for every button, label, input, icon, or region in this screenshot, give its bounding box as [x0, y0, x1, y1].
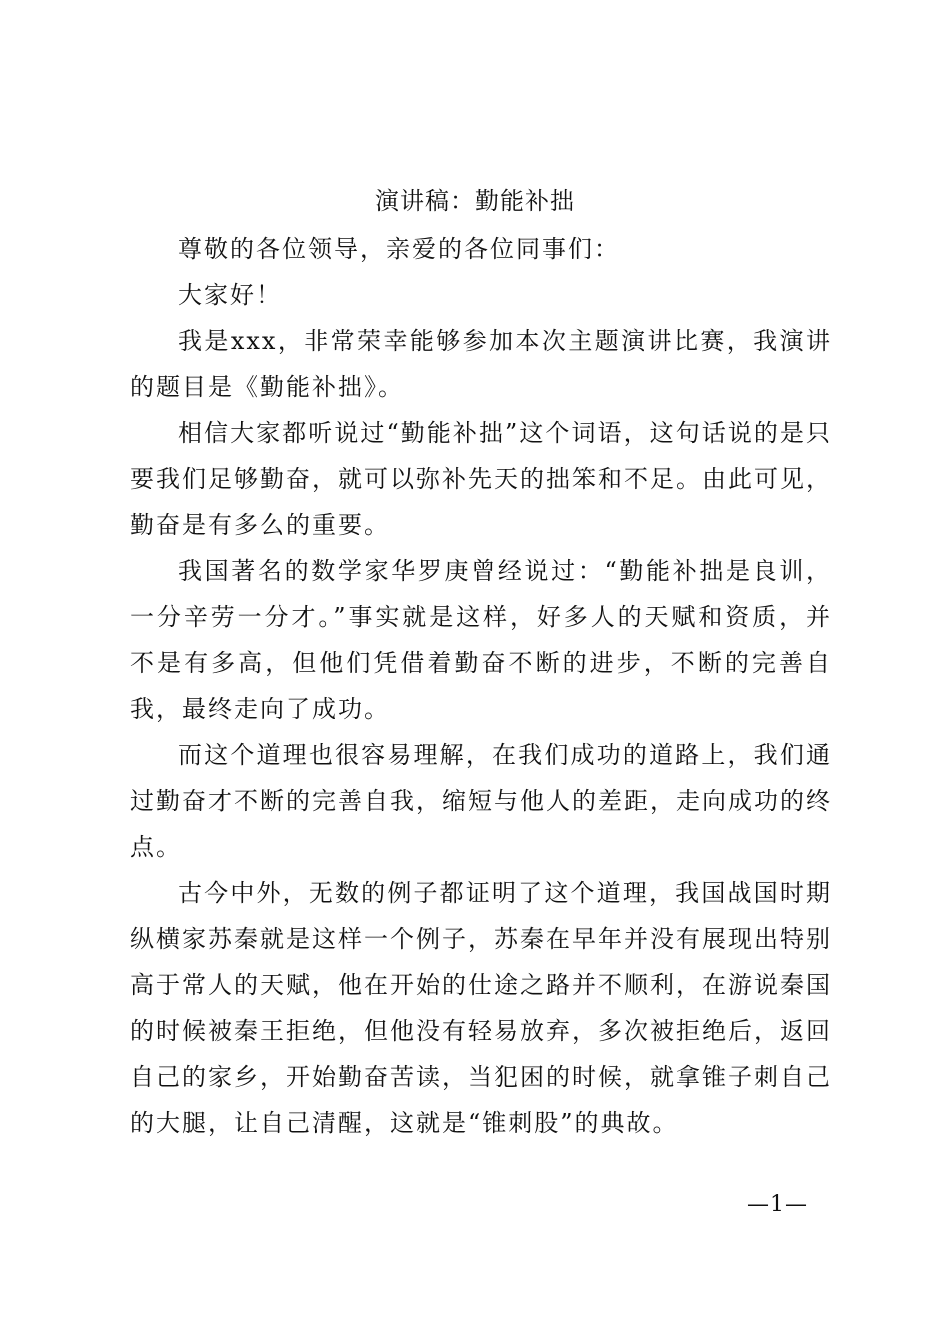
- page-number: —1—: [747, 1192, 808, 1217]
- document-body: [130, 226, 832, 1146]
- paragraph-meaning: 相信大家都听说过“勤能补拙”这个词语，这句话说的是只要我们足够勤奋，就可以弥补先天的拙笨和不足。由此可见，勤奋是有多么的重要。: [130, 419, 832, 539]
- paragraph-example: 古今中外，无数的例子都证明了这个道理，我国战国时期纵横家苏秦就是这样一个例子，苏秦在早年并没有展现出特别高于常人的天赋，他在开始的仕途之路并不顺利，在游说秦国的时候被秦王拒绝，但他没有轻易放弃，多次被拒绝后，返回自己的家乡，开始勤奋苦读，当犯困的时候，就拿锥子刺自己的大腿，让自己清醒，这就是“锥刺股”的典故。: [130, 879, 832, 1137]
- paragraph-intro: 我是xxx，非常荣幸能够参加本次主题演讲比赛，我演讲的题目是《勤能补拙》。: [130, 327, 832, 401]
- paragraph-quote: 我国著名的数学家华罗庚曾经说过：“勤能补拙是良训，一分辛劳一分才。”事实就是这样，好多人的天赋和资质，并不是有多高，但他们凭借着勤奋不断的进步，不断的完善自我，最终走向了成功。: [130, 557, 832, 723]
- paragraph-greeting: 大家好！: [178, 281, 282, 309]
- paragraph-reasoning: 而这个道理也很容易理解，在我们成功的道路上，我们通过勤奋才不断的完善自我，缩短与他人的差距，走向成功的终点。: [130, 741, 832, 861]
- document-title: 演讲稿：勤能补拙: [375, 187, 575, 215]
- paragraph-salutation: 尊敬的各位领导，亲爱的各位同事们：: [178, 235, 620, 263]
